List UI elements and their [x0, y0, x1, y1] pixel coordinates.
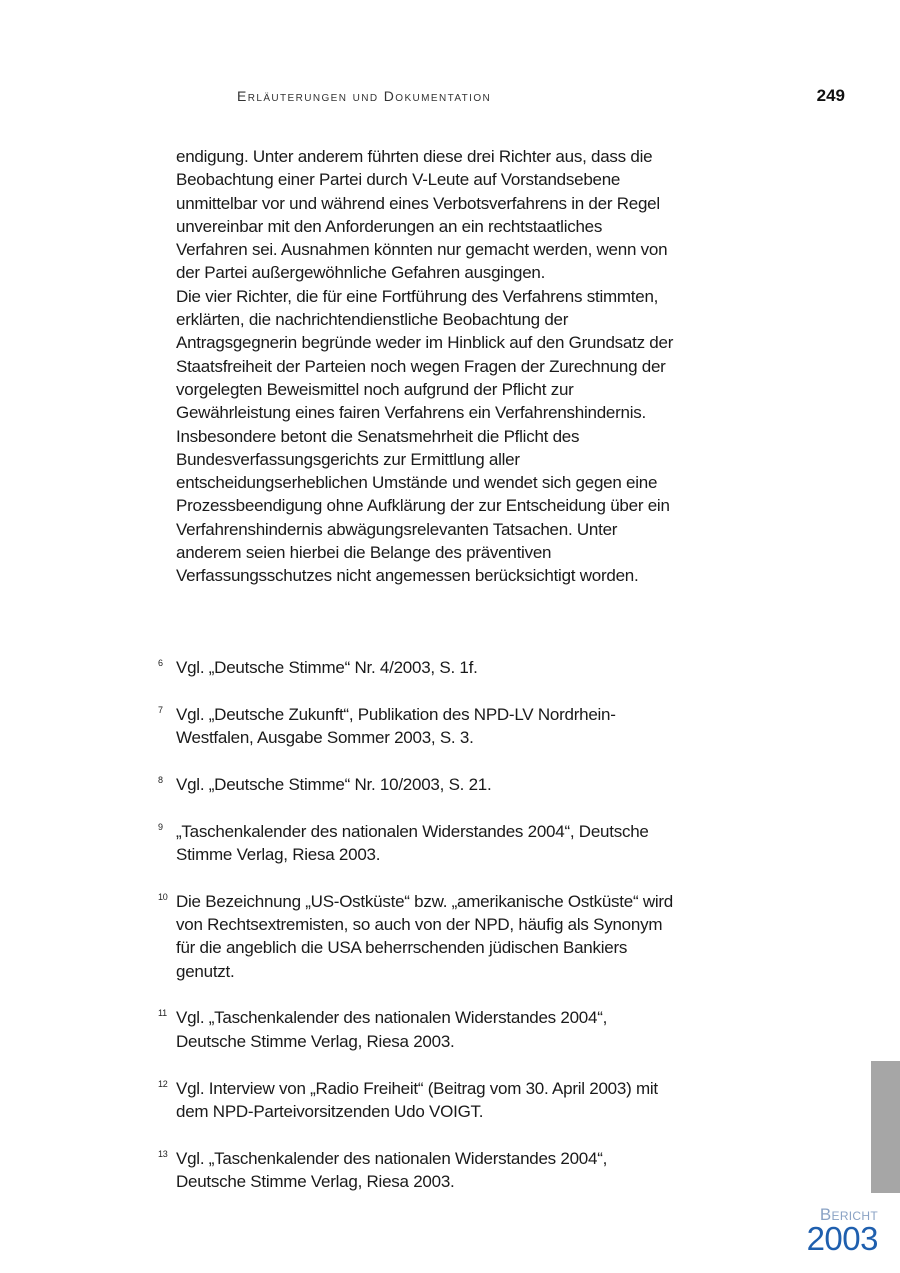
footnote-10: [158, 890, 678, 983]
footnote-number: 9: [158, 821, 163, 832]
body-paragraph-1: endigung. Unter anderem führten diese drei Richter aus, dass die Beobachtung einer Partei durch V-Leute auf Vorstandsebene unmittelbar vor und während eines Verbotsverfahrens in der Regel unvereinbar mit den Anforderungen an ein rechtstaatliches Verfahren sei. Ausnahmen könnten nur gemacht werden, wenn von der Partei außergewöhnliche Gefahren ausgingen.: [176, 147, 668, 283]
footnote-text: Vgl. „Deutsche Stimme“ Nr. 10/2003, S. 21.: [176, 774, 492, 794]
footnote-number: 6: [158, 658, 163, 668]
brand-word: Bericht: [819, 1205, 878, 1224]
footnote-text: Vgl. „Deutsche Stimme“ Nr. 4/2003, S. 1f.: [176, 658, 478, 677]
brand-year: 2003: [806, 1220, 878, 1257]
footnote-text: Vgl. Interview von „Radio Freiheit“ (Beitrag vom 30. April 2003) mit dem NPD-Parteivorsitzenden Udo VOIGT.: [176, 1078, 658, 1121]
body-text: [176, 145, 676, 588]
footnote-text: Vgl. „Deutsche Zukunft“, Publikation des NPD-LV Nordrhein-Westfalen, Ausgabe Sommer 2003, S. 3.: [176, 704, 616, 748]
footnote-9: [158, 820, 678, 867]
footnote-11: [158, 1006, 678, 1053]
body-paragraph-2: Die vier Richter, die für eine Fortführung des Verfahrens stimmten, erklärten, die nachrichtendienstliche Beobachtung der Antragsgegnerin begründe weder im Hinblick auf den Grundsatz der Staatsfreiheit der Parteien noch wegen Fragen der Zurechnung der vorgelegten Beweismittel noch aufgrund der Pflicht zur Gewährleistung eines fairen Verfahrens ein Verfahrenshindernis. Insbesondere betont die Senatsmehrheit die Pflicht des Bundesverfassungsgerichts zur Ermittlung aller entscheidungserheblichen Umstände und wendet sich gegen eine Prozessbeendigung ohne Aufklärung der zur Entscheidung über ein Verfahrenshindernis abwägungsrelevanten Tatsachen. Unter anderem seien hierbei die Belange des präventiven Verfassungsschutzes nicht angemessen berücksichtigt worden.: [176, 286, 674, 586]
footnote-number: 7: [158, 704, 163, 715]
footnote-6: [158, 656, 678, 679]
footnote-13: [158, 1147, 678, 1194]
brand-logo: [806, 1205, 878, 1257]
footnote-8: [158, 773, 678, 796]
side-tab-marker: [871, 1061, 900, 1193]
footnote-text: „Taschenkalender des nationalen Widerstandes 2004“, Deutsche Stimme Verlag, Riesa 2003.: [176, 821, 649, 864]
footnote-text: Vgl. „Taschenkalender des nationalen Widerstandes 2004“, Deutsche Stimme Verlag, Riesa 2003.: [176, 1148, 608, 1191]
footnotes-list: [158, 656, 678, 1217]
footnote-number: 11: [158, 1008, 167, 1019]
footnote-text: Die Bezeichnung „US-Ostküste“ bzw. „amerikanische Ostküste“ wird von Rechtsextremisten, so auch von der NPD, häufig als Synonym für die angeblich die USA beherrschenden jüdischen Bankiers genutzt.: [176, 891, 674, 981]
running-header-title: Erläuterungen und Dokumentation: [237, 88, 492, 104]
footnote-number: 12: [158, 1078, 168, 1089]
footnote-number: 8: [158, 774, 163, 785]
footnote-12: [158, 1077, 678, 1124]
page-number: 249: [816, 86, 845, 105]
footnote-text: Vgl. „Taschenkalender des nationalen Widerstandes 2004“, Deutsche Stimme Verlag, Riesa 2003.: [176, 1008, 608, 1051]
footnote-number: 10: [158, 891, 168, 902]
footnote-7: [158, 703, 678, 750]
footnote-number: 13: [158, 1148, 168, 1159]
